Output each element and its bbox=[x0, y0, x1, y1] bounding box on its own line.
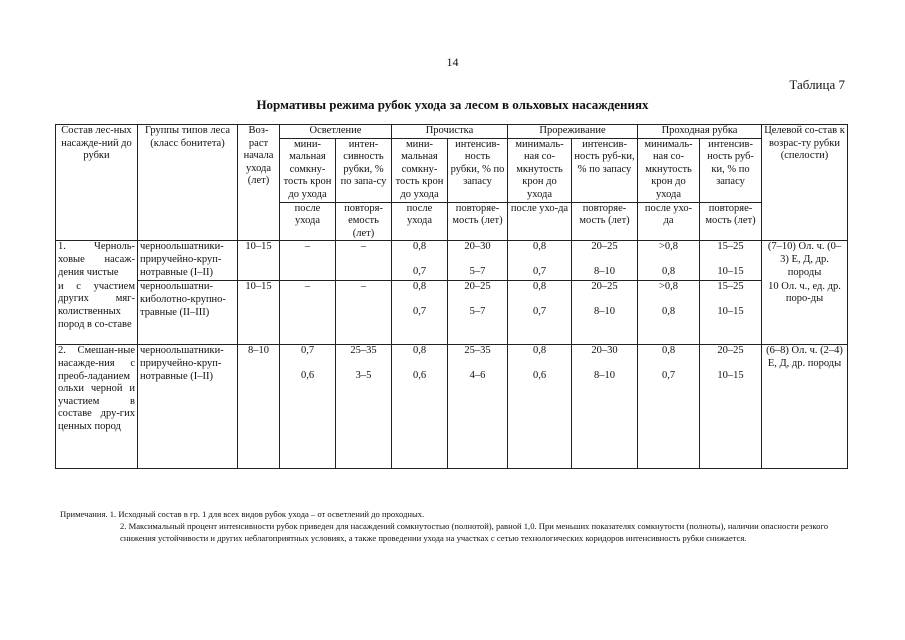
page-number: 14 bbox=[446, 55, 459, 69]
cell-age: 10–15 bbox=[238, 281, 280, 345]
table-row bbox=[56, 345, 848, 469]
cell-composition: 2. Смешан-ные насажде-ния с преоб-ладанием ольхи черной и участием в составе дру-гих ценных пород bbox=[56, 345, 138, 469]
header-age: Воз-раст начала ухода (лет) bbox=[238, 125, 280, 241]
cell-forest-type: черноольшатники-приручейно-круп-нотравные (I–II) bbox=[138, 241, 238, 281]
cell-prh-min: >0,8 0,8 bbox=[638, 281, 700, 345]
cell-pro-int: 20–30 5–7 bbox=[448, 241, 508, 281]
cell-osv-min: 0,7 0,6 bbox=[280, 345, 336, 469]
cell-pro-min: 0,8 0,6 bbox=[392, 345, 448, 469]
header-prochistka: Прочистка bbox=[392, 125, 508, 139]
cell-osv-int: – bbox=[336, 281, 392, 345]
header-prohodnaya: Проходная рубка bbox=[638, 125, 762, 139]
cell-prh-int: 15–25 10–15 bbox=[700, 241, 762, 281]
cell-prh-min: >0,8 0,8 bbox=[638, 241, 700, 281]
header-intensity-3: интенсив-ность руб-ки, % по запасу bbox=[572, 138, 638, 202]
header-after-1: после ухода bbox=[280, 202, 336, 241]
cell-age: 8–10 bbox=[238, 345, 280, 469]
cell-osv-int: – bbox=[336, 241, 392, 281]
cell-osv-min: – bbox=[280, 281, 336, 345]
header-intensity-1: интен-сивность рубки, % по запа-су bbox=[336, 138, 392, 202]
norms-table bbox=[55, 124, 848, 469]
cell-pro-min: 0,8 0,7 bbox=[392, 281, 448, 345]
cell-age: 10–15 bbox=[238, 241, 280, 281]
header-target: Целевой со-став к возрас-ту рубки (спелости) bbox=[762, 125, 848, 241]
cell-prz-int: 20–30 8–10 bbox=[572, 345, 638, 469]
cell-prh-int: 15–25 10–15 bbox=[700, 281, 762, 345]
header-repeat-1: повторя-емость (лет) bbox=[336, 202, 392, 241]
header-min-density-3: минималь-ная со-мкнутость крон до ухода bbox=[508, 138, 572, 202]
table-title: Нормативы режима рубок ухода за лесом в ольховых насаждениях bbox=[256, 97, 649, 112]
header-intensity-2: интенсив-ность рубки, % по запасу bbox=[448, 138, 508, 202]
header-repeat-4: повторяе-мость (лет) bbox=[700, 202, 762, 241]
cell-forest-type: черноольшатники-приручейно-круп-нотравные (I–II) bbox=[138, 345, 238, 469]
header-prorezhivanie: Прореживание bbox=[508, 125, 638, 139]
header-after-2: после ухода bbox=[392, 202, 448, 241]
cell-osv-int: 25–35 3–5 bbox=[336, 345, 392, 469]
header-intensity-4: интенсив-ность руб-ки, % по запасу bbox=[700, 138, 762, 202]
cell-prz-min: 0,8 0,7 bbox=[508, 281, 572, 345]
header-osvetlenie: Осветление bbox=[280, 125, 392, 139]
header-repeat-3: повторяе-мость (лет) bbox=[572, 202, 638, 241]
notes bbox=[60, 508, 850, 544]
header-min-density-2: мини-мальная сомкну-тость крон до ухода bbox=[392, 138, 448, 202]
header-repeat-2: повторяе-мость (лет) bbox=[448, 202, 508, 241]
cell-pro-int: 20–25 5–7 bbox=[448, 281, 508, 345]
table-row bbox=[56, 241, 848, 281]
cell-target: (7–10) Ол. ч. (0–3) Е, Д, др. породы bbox=[762, 241, 848, 281]
table-row bbox=[56, 281, 848, 345]
cell-prh-min: 0,8 0,7 bbox=[638, 345, 700, 469]
header-row-1 bbox=[56, 125, 848, 139]
header-min-density-4: минималь-ная со-мкнутость крон до ухода bbox=[638, 138, 700, 202]
note-2: 2. Максимальный процент интенсивности рубок приведен для насаждений сомкнутостью (полнотой), равной 1,0. При меньших показателях сомкнутости (полноты), наличии опасности резкого снижения устойчивости и других неблагоприятных условиях, а также проведении ухода на участках с сетью технологических коридоров интенсивность рубки снижается. bbox=[120, 521, 829, 543]
cell-prz-int: 20–25 8–10 bbox=[572, 241, 638, 281]
cell-prz-min: 0,8 0,7 bbox=[508, 241, 572, 281]
cell-composition: и с участием других мяг-колиственных пород в со-ставе bbox=[56, 281, 138, 345]
cell-target: 10 Ол. ч., ед. др. поро-ды bbox=[762, 281, 848, 345]
cell-pro-min: 0,8 0,7 bbox=[392, 241, 448, 281]
cell-prh-int: 20–25 10–15 bbox=[700, 345, 762, 469]
header-composition: Состав лес-ных насажде-ний до рубки bbox=[56, 125, 138, 241]
header-after-4: после ухо-да bbox=[638, 202, 700, 241]
note-1: Примечания. 1. Исходный состав в гр. 1 для всех видов рубок ухода – от осветлений до проходных. bbox=[60, 509, 425, 519]
table-label: Таблица 7 bbox=[789, 77, 845, 92]
cell-prz-int: 20–25 8–10 bbox=[572, 281, 638, 345]
cell-forest-type: черноольшатни-киболотно-крупно-травные (II–III) bbox=[138, 281, 238, 345]
cell-composition: 1. Черноль-ховые насаж-дения чистые bbox=[56, 241, 138, 281]
cell-pro-int: 25–35 4–6 bbox=[448, 345, 508, 469]
cell-target: (6–8) Ол. ч. (2–4) Е, Д, др. породы bbox=[762, 345, 848, 469]
cell-osv-min: – bbox=[280, 241, 336, 281]
header-after-3: после ухо-да bbox=[508, 202, 572, 241]
header-forest-types: Группы типов леса (класс бонитета) bbox=[138, 125, 238, 241]
cell-prz-min: 0,8 0,6 bbox=[508, 345, 572, 469]
header-min-density-1: мини-мальная сомкну-тость крон до ухода bbox=[280, 138, 336, 202]
